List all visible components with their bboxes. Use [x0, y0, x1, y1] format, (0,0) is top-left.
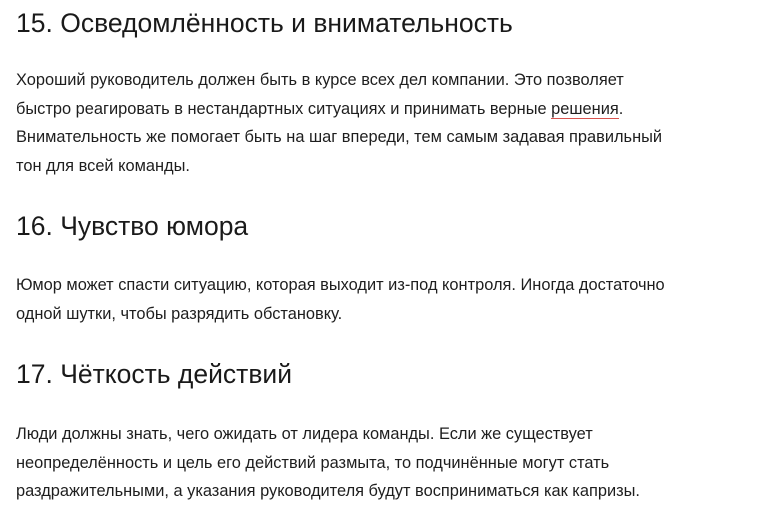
paragraph-line: Внимательность же помогает быть на шаг впереди, тем самым задавая правильный	[16, 128, 663, 146]
paragraph-line: неопределённость и цель его действий размыта, то подчинённые могут стать	[16, 453, 610, 472]
section-paragraph-humor	[16, 271, 665, 328]
decisions-link[interactable]: решения	[551, 99, 619, 118]
paragraph-line: одной шутки, чтобы разрядить обстановку.	[16, 304, 343, 323]
paragraph-line: тон для всей команды.	[16, 156, 190, 175]
section-heading-clarity: 17. Чёткость действий	[16, 359, 292, 389]
section-heading-humor: 16. Чувство юмора	[16, 211, 249, 241]
paragraph-line: раздражительными, а указания руководителя будут восприниматься как капризы.	[16, 482, 640, 500]
paragraph-line: Люди должны знать, чего ожидать от лидера команды. Если же существует	[16, 425, 593, 443]
paragraph-line	[16, 95, 662, 124]
paragraph-text: .	[618, 99, 624, 118]
paragraph-line: Хороший руководитель должен быть в курсе всех дел компании. Это позволяет	[16, 71, 624, 89]
section-paragraph-clarity	[16, 420, 640, 506]
paragraph-text: быстро реагировать в нестандартных ситуациях и принимать верные	[16, 99, 552, 118]
paragraph-line: Юмор может спасти ситуацию, которая выходит из-под контроля. Иногда достаточно	[16, 276, 665, 294]
section-paragraph-awareness	[16, 66, 662, 180]
section-heading-awareness: 15. Осведомлённость и внимательность	[16, 8, 513, 38]
